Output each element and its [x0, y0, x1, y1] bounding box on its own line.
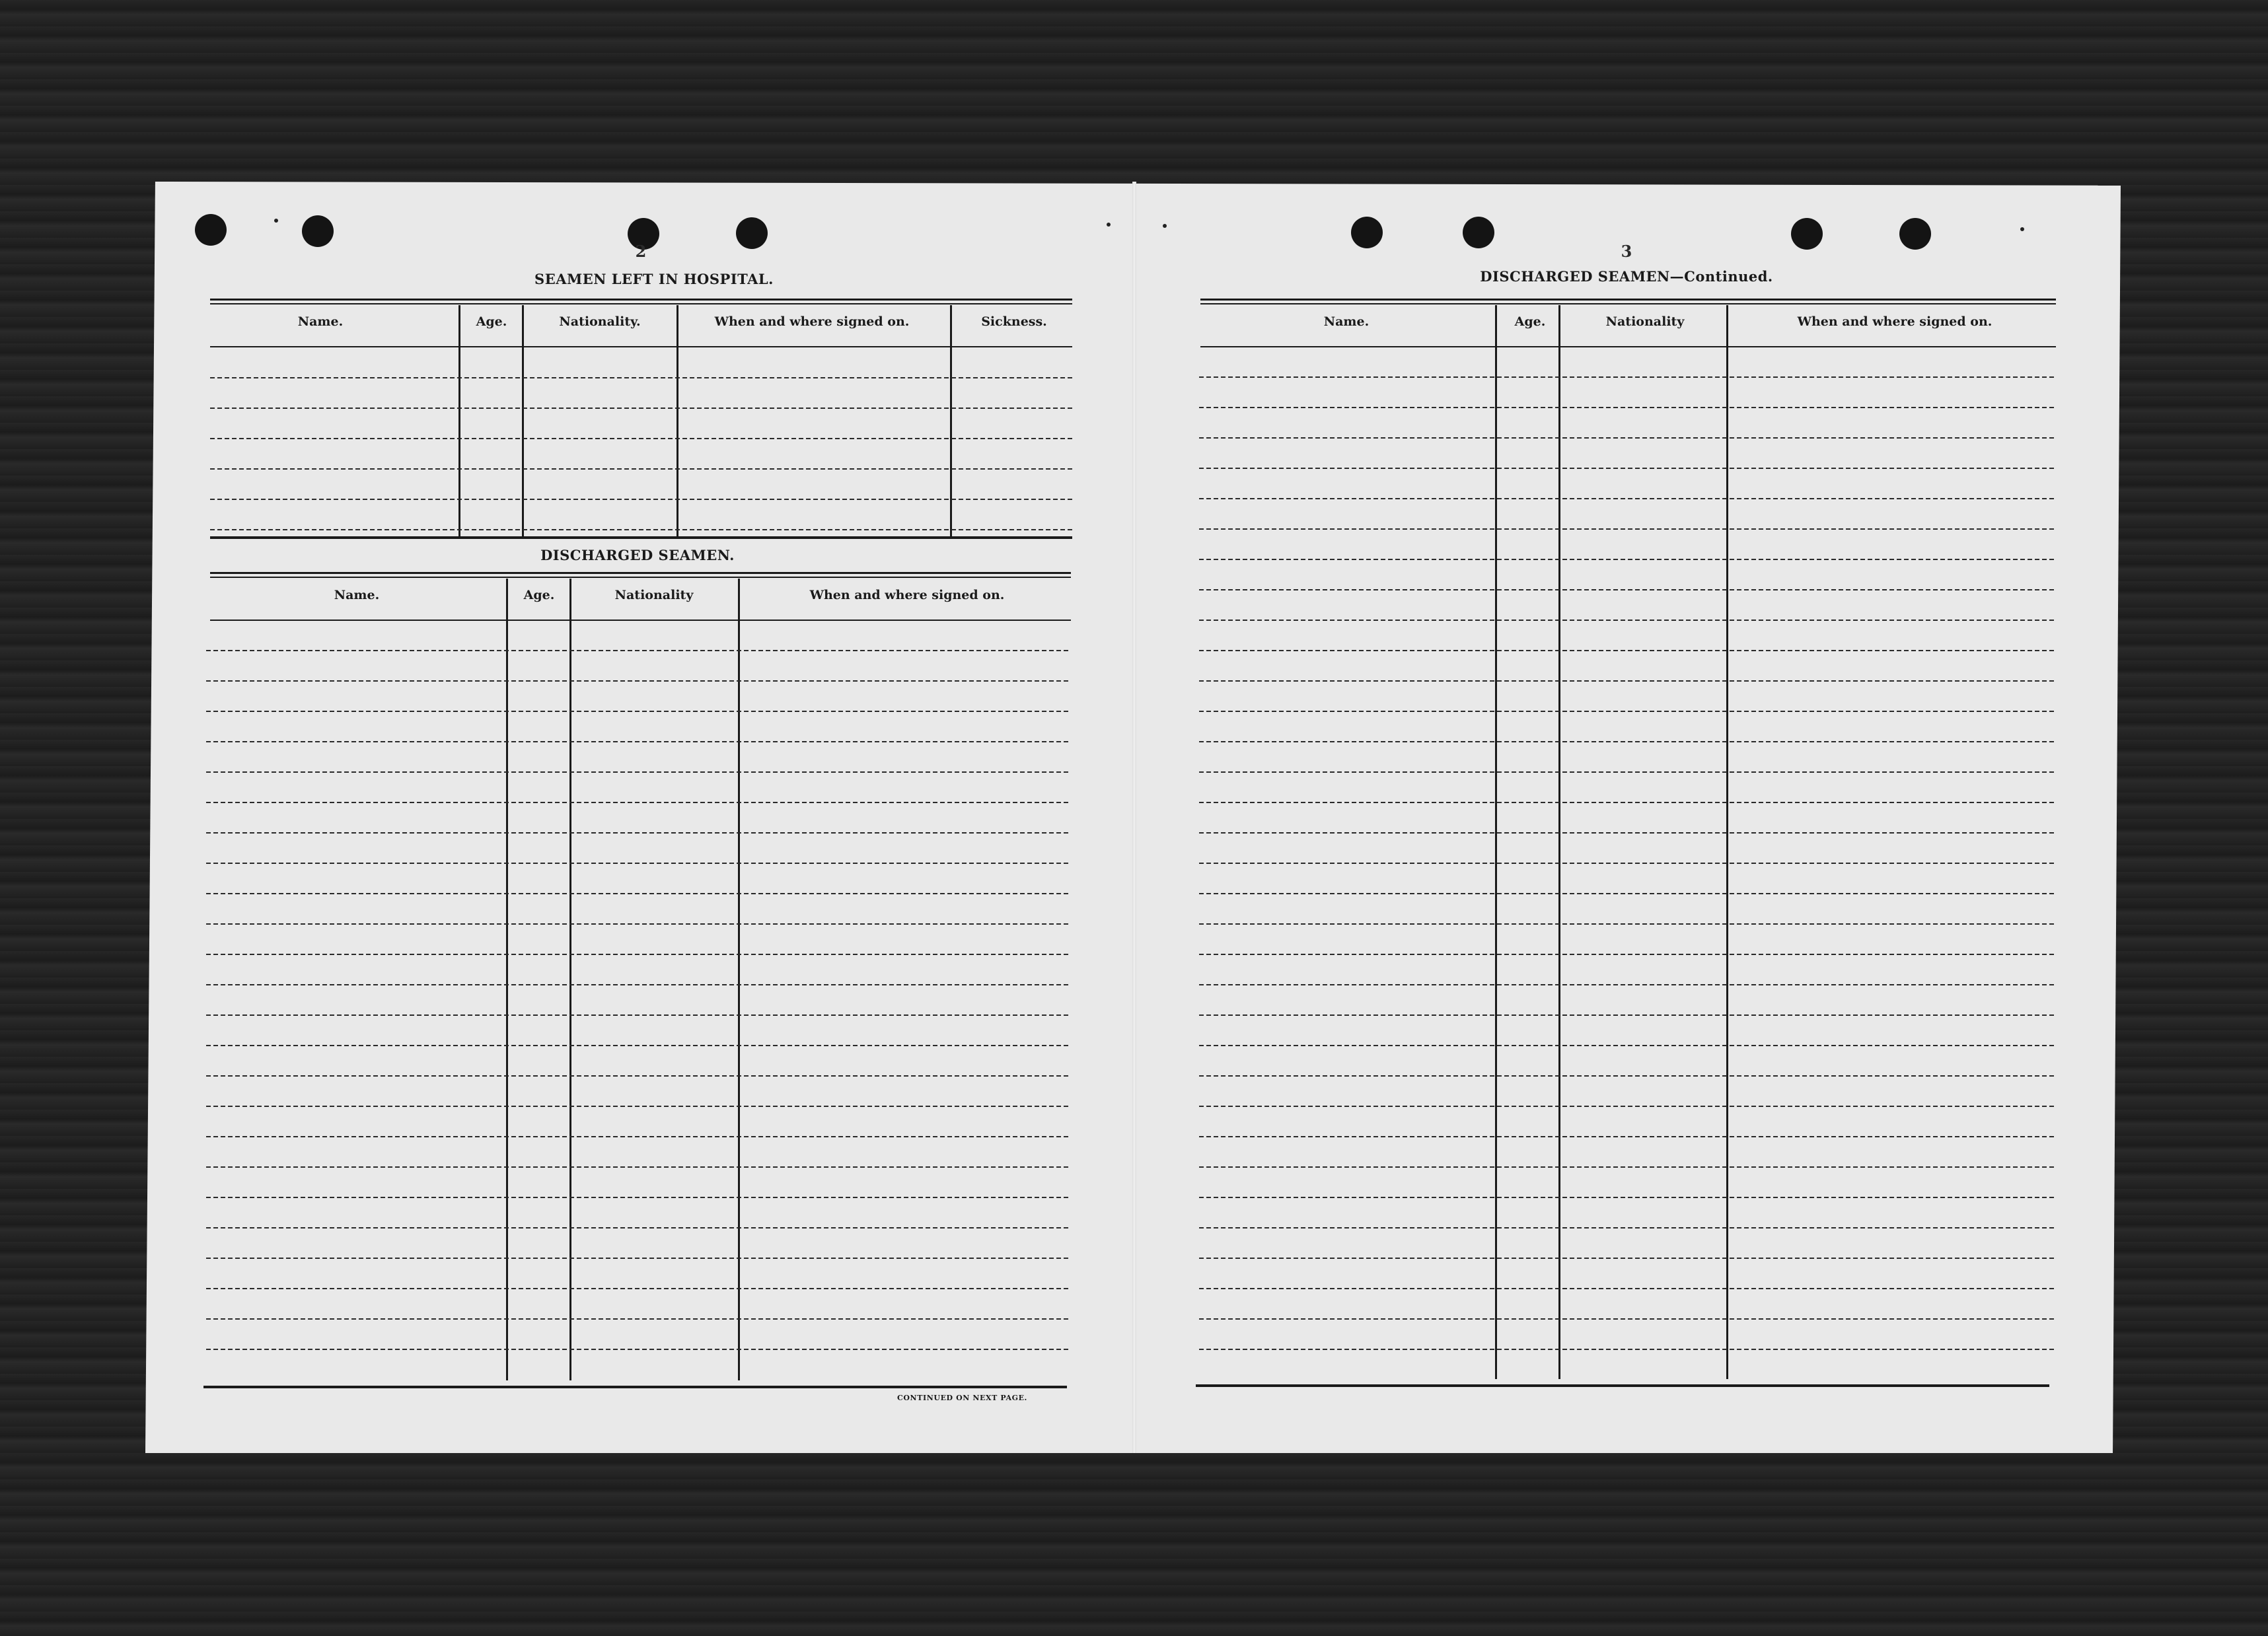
blank-entry-line	[206, 1045, 1068, 1046]
dust-speck	[274, 219, 278, 223]
column-header-name: Name.	[1323, 314, 1370, 329]
blank-entry-line	[1199, 1106, 2055, 1107]
punch-hole	[736, 217, 768, 249]
blank-entry-line	[1199, 437, 2055, 439]
blank-entry-line	[1199, 1318, 2055, 1320]
table-bottom-rule	[210, 536, 1072, 539]
punch-hole	[302, 215, 334, 247]
blank-entry-line	[206, 711, 1068, 712]
blank-entry-line	[1199, 984, 2055, 985]
blank-entry-line	[210, 529, 1072, 530]
blank-entry-line	[1199, 923, 2055, 925]
blank-entry-line	[206, 1349, 1068, 1350]
blank-entry-line	[206, 832, 1068, 834]
dust-speck	[1107, 223, 1111, 227]
column-header-nationality: Nationality	[1605, 314, 1685, 329]
blank-entry-line	[1199, 376, 2055, 378]
blank-entry-line	[1199, 832, 2055, 834]
column-header-signed-on: When and where signed on.	[714, 314, 910, 329]
blank-entry-line	[1199, 1166, 2055, 1168]
blank-entry-line	[206, 893, 1068, 894]
punch-hole	[1791, 218, 1823, 250]
blank-entry-line	[206, 680, 1068, 682]
blank-entry-line	[1199, 1227, 2055, 1228]
table-bottom-rule	[203, 1386, 1067, 1388]
blank-entry-line	[206, 1075, 1068, 1077]
column-header-nationality: Nationality	[614, 588, 694, 602]
blank-entry-line	[206, 984, 1068, 985]
hospital-entry-rows	[210, 345, 1072, 537]
blank-entry-line	[1199, 1288, 2055, 1289]
punch-hole	[195, 214, 227, 246]
column-header-age: Age.	[476, 314, 507, 329]
blank-entry-line	[206, 923, 1068, 925]
blank-entry-line	[1199, 863, 2055, 864]
column-header-sickness: Sickness.	[981, 314, 1047, 329]
blank-entry-line	[1199, 1136, 2055, 1137]
blank-entry-line	[1199, 1075, 2055, 1077]
continued-note: CONTINUED ON NEXT PAGE.	[897, 1394, 1027, 1402]
blank-entry-line	[206, 863, 1068, 864]
blank-entry-line	[1199, 407, 2055, 408]
blank-entry-line	[206, 741, 1068, 742]
blank-entry-line	[1199, 1014, 2055, 1016]
blank-entry-line	[206, 1258, 1068, 1259]
blank-entry-line	[210, 408, 1072, 409]
punch-hole	[1351, 217, 1383, 248]
blank-entry-line	[206, 802, 1068, 803]
table-top-rule	[210, 299, 1072, 304]
blank-entry-line	[210, 377, 1072, 378]
page-fold	[1132, 182, 1136, 1453]
blank-entry-line	[1199, 1258, 2055, 1259]
blank-entry-line	[1199, 1349, 2055, 1350]
blank-entry-line	[1199, 468, 2055, 469]
page-number: 2	[635, 242, 647, 261]
dust-speck	[2020, 227, 2024, 231]
discharged-continued-title: DISCHARGED SEAMEN—Continued.	[1480, 268, 1773, 285]
punch-hole	[1899, 218, 1931, 250]
blank-entry-line	[206, 1288, 1068, 1289]
table-top-rule	[210, 572, 1071, 578]
blank-entry-line	[1199, 559, 2055, 560]
dust-speck	[1163, 224, 1167, 228]
discharged-section-title: DISCHARGED SEAMEN.	[540, 547, 735, 563]
column-header-signed-on: When and where signed on.	[809, 588, 1005, 602]
blank-entry-line	[1199, 528, 2055, 530]
blank-entry-line	[1199, 893, 2055, 894]
blank-entry-line	[206, 1136, 1068, 1137]
hospital-section-title: SEAMEN LEFT IN HOSPITAL.	[534, 271, 774, 287]
blank-entry-line	[1199, 711, 2055, 712]
column-header-signed-on: When and where signed on.	[1797, 314, 1993, 329]
punch-hole	[1463, 217, 1494, 248]
column-header-name: Name.	[334, 588, 380, 602]
blank-entry-line	[1199, 498, 2055, 499]
blank-entry-line	[210, 468, 1072, 470]
column-header-age: Age.	[523, 588, 555, 602]
blank-entry-line	[206, 1014, 1068, 1016]
blank-entry-line	[206, 1318, 1068, 1320]
column-header-name: Name.	[297, 314, 344, 329]
discharged-entry-rows	[206, 621, 1068, 1380]
table-bottom-rule	[1196, 1384, 2049, 1387]
blank-entry-line	[210, 438, 1072, 439]
blank-entry-line	[1199, 802, 2055, 803]
blank-entry-line	[1199, 771, 2055, 773]
blank-entry-line	[1199, 1045, 2055, 1046]
blank-entry-line	[206, 771, 1068, 773]
table-top-rule	[1200, 299, 2056, 304]
blank-entry-line	[1199, 954, 2055, 955]
blank-entry-line	[210, 499, 1072, 500]
blank-entry-line	[1199, 620, 2055, 621]
blank-entry-line	[1199, 680, 2055, 682]
blank-entry-line	[206, 1227, 1068, 1228]
blank-entry-line	[206, 1166, 1068, 1168]
blank-entry-line	[1199, 1197, 2055, 1198]
column-header-nationality: Nationality.	[559, 314, 641, 329]
blank-entry-line	[1199, 650, 2055, 651]
blank-entry-line	[1199, 741, 2055, 742]
blank-entry-line	[206, 954, 1068, 955]
page-number: 3	[1621, 242, 1632, 261]
blank-entry-line	[206, 650, 1068, 651]
blank-entry-line	[206, 1197, 1068, 1198]
discharged-continued-entry-rows	[1199, 346, 2055, 1379]
blank-entry-line	[1199, 589, 2055, 590]
blank-entry-line	[206, 1106, 1068, 1107]
column-header-age: Age.	[1514, 314, 1546, 329]
